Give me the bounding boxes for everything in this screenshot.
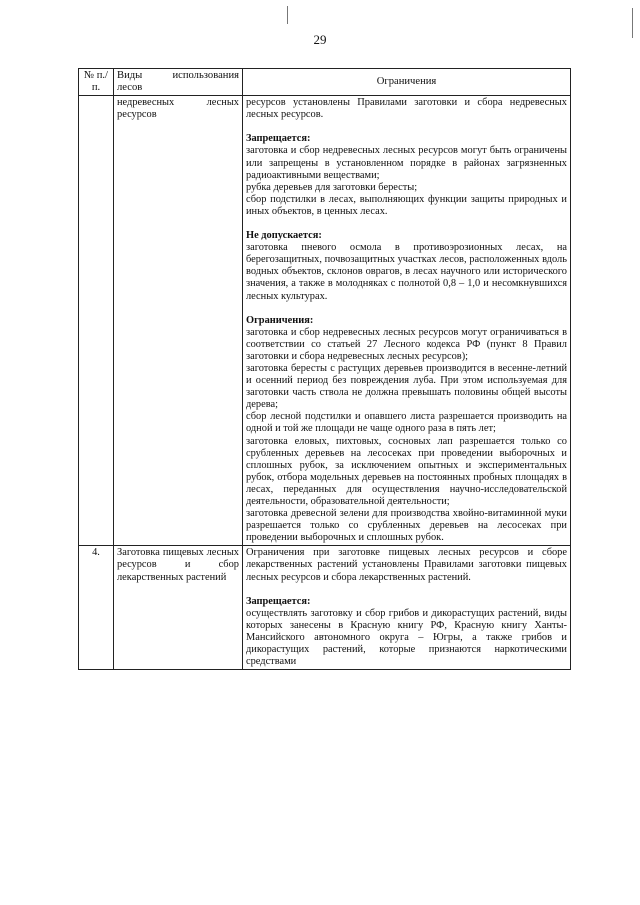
usage-type-cell: Заготовка пищевых лесных ресурсов и сбор лекарственных растений [114, 546, 243, 670]
restriction-paragraph: ресурсов установлены Правилами заготовки и сбора недревесных лесных ресурсов. [246, 97, 567, 121]
restrictions-cell [243, 96, 571, 546]
restriction-paragraph: заготовка бересты с растущих деревьев производится в весенне-летний и осенний период без повреждения луба. При этом используемая для заготовки часть ствола не должна превышать половины общей высоты дерева; [246, 362, 567, 411]
scan-artifact-right [632, 8, 633, 38]
scan-artifact-top [287, 6, 288, 24]
table-body [79, 96, 571, 670]
restriction-paragraph: рубка деревьев для заготовки бересты; [246, 181, 418, 193]
section-heading: Запрещается: [246, 595, 311, 607]
row-number: 4. [79, 546, 114, 670]
page-number: 29 [313, 32, 327, 47]
row-number [79, 96, 114, 546]
restriction-paragraph: сбор подстилки в лесах, выполняющих функции защиты природных и иных объектов, в ценных лесах. [246, 193, 567, 217]
header-usage-type: Виды использования лесов [114, 69, 243, 96]
usage-type-cell: недревесных лесных ресурсов [114, 96, 243, 546]
restriction-paragraph: заготовка и сбор недревесных лесных ресурсов могут ограничиваться в соответствии со статьей 27 Лесного кодекса РФ (пункт 8 Правил заготовки и сбора недревесных лесных ресурсов); [246, 326, 567, 362]
table-header-row [79, 69, 571, 96]
restriction-paragraph: осуществлять заготовку и сбор грибов и дикорастущих растений, виды которых занесены в Красную книгу РФ, Красную книгу Ханты-Мансийского автономного округа – Югры, а также грибов и дикорастущих растений, которые признаются наркотическими средствами [246, 607, 567, 668]
table-row [79, 546, 571, 670]
restriction-paragraph: заготовка пневого осмола в противоэрозионных лесах, на берегозащитных, почвозащитных участках лесов, расположенных вдоль водных объектов, склонов оврагов, в лесах научного или исторического значения, а также в молодняках с полнотой 0,8 – 1,0 и несомкнувшихся лесных культурах. [246, 242, 567, 302]
table-row [79, 96, 571, 546]
header-restrictions: Ограничения [243, 69, 571, 96]
restrictions-table [78, 68, 571, 670]
restrictions-cell [243, 546, 571, 670]
section-heading: Не допускается: [246, 230, 322, 242]
section-heading: Ограничения: [246, 314, 314, 326]
restriction-paragraph: заготовка древесной зелени для производства хвойно-витаминной муки разрешается только со срубленных деревьев на лесосеках при проведении выборочных и сплошных рубок. [246, 508, 567, 544]
restriction-paragraph: Ограничения при заготовке пищевых лесных ресурсов и сборе лекарственных растений установлены Правилами заготовки пищевых лесных ресурсов и сбора лекарственных растений. [246, 547, 567, 583]
restriction-paragraph: заготовка еловых, пихтовых, сосновых лап разрешается только со срубленных деревьев на лесосеках при проведении выборочных и сплошных рубок, за исключением опытных и экспериментальных рубок, отбора модельных деревьев на постоянных пробных площадях в лесах, переданных для осуществления научно-исследовательской деятельности, образовательной деятельности; [246, 435, 567, 507]
header-number: № п./п. [79, 69, 114, 96]
restriction-paragraph: сбор лесной подстилки и опавшего листа разрешается производить на одной и той же площади не чаще одного раза в пять лет; [246, 411, 567, 435]
section-heading: Запрещается: [246, 133, 311, 145]
restriction-paragraph: заготовка и сбор недревесных лесных ресурсов могут быть ограничены или запрещены в установленном порядке в районах загрязненных радиоактивными веществами; [246, 145, 567, 181]
